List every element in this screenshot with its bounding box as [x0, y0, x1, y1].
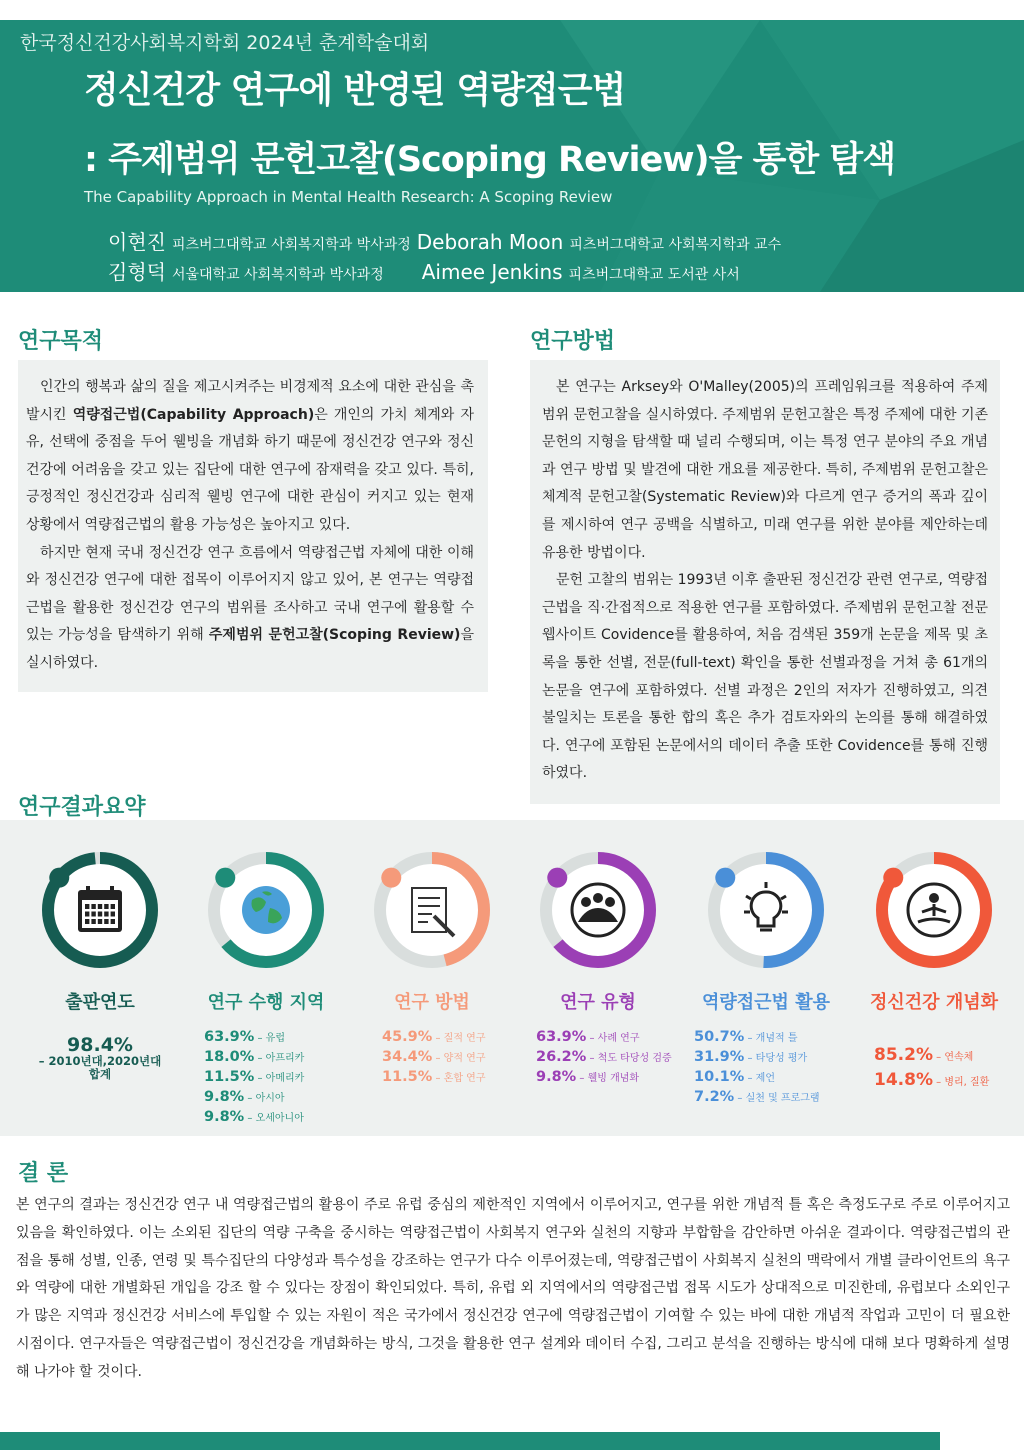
stat-row: [694, 1068, 820, 1088]
stat-note: – 2010년대,2020년대: [38, 1054, 162, 1068]
stat-value: 34.4%: [382, 1049, 433, 1065]
result-label: 역량접근법 활용: [702, 992, 830, 1013]
stat-row: [874, 1044, 989, 1069]
result-label: 정신건강 개념화: [870, 992, 998, 1013]
conclusion-heading: 결 론: [18, 1161, 69, 1186]
meditation-icon: [908, 884, 960, 936]
stat-row: [204, 1048, 304, 1068]
author-name: 김형덕: [108, 260, 166, 284]
method-box: [530, 360, 1000, 804]
stat-label: – 연속체: [932, 1052, 974, 1063]
stat-row: [382, 1048, 486, 1068]
stat-label: – 양적 연구: [432, 1053, 486, 1064]
stat-label: – 아시아: [244, 1093, 285, 1104]
author-row: [108, 256, 740, 285]
stat-row: [694, 1088, 820, 1108]
stat-label: – 실천 및 프로그램: [734, 1093, 820, 1104]
ring-dot: [715, 868, 735, 888]
result-label: 연구 수행 지역: [207, 992, 325, 1013]
conclusion-text: 본 연구의 결과는 정신건강 연구 내 역량접근법의 활용이 주로 유럽 중심의 제한적인 지역에서 이루어지고, 연구를 위한 개념적 틀 혹은 측정도구로 주로 이루어지고 있음을 확인하였다. 이는 소외된 집단의 역량 구축을 중시하는 역량접근법이 사회복지 연구와 실천의 지향과 부합함을 감안하면 아쉬운 결과이다. 역량접근법의 관점을 통해 성별, 인종, 연령 및 특수집단의 다양성과 특수성을 강조하는 연구가 다수 이루어졌는데, 역량접근법이 사회복지 실천의 맥락에서 개별 클라이언트의 욕구와 역량에 대한 개별화된 개입을 강조 할 수 있다는 장점이 확인되었다. 특히, 유럽 외 지역에서의 역량접근법 접목 시도가 상대적으로 미진한데, 유럽보다 소외인구가 많은 지역과 정신건강 서비스에 투입할 수 있는 자원이 적은 국가에서 정신건강 연구에 역량접근법이 기여할 수 있는 바에 대한 개념적 작업과 고민이 더 필요한 시점이다. 연구자들은 역량접근법이 정신건강을 개념화하는 방식, 그것을 활용한 연구 설계와 데이터 수집, 그리고 분석을 진행하는 방식에 대해 보다 명확하게 설명해 나가야 할 것이다.: [16, 1197, 1010, 1380]
result-ring: [536, 848, 660, 972]
result-label: 연구 방법: [394, 992, 470, 1013]
result-label: 연구 유형: [560, 992, 636, 1013]
purpose-paragraph: [26, 374, 474, 540]
stat-row: [874, 1069, 989, 1094]
stat-label: – 웰빙 개념화: [576, 1073, 640, 1084]
stat-label: – 아프리카: [254, 1053, 305, 1064]
stat-label: – 병리, 질환: [932, 1077, 990, 1088]
result-ring: [38, 848, 162, 972]
stat-value: 9.8%: [204, 1109, 245, 1125]
stat-value: 63.9%: [204, 1029, 255, 1045]
stat-label: – 유럽: [254, 1033, 285, 1044]
text-span: 을 실시하였다.: [26, 627, 474, 671]
footer-bar: [0, 1432, 940, 1450]
stat-note: 합계: [88, 1067, 112, 1081]
stat-row: [536, 1048, 672, 1068]
globe-icon: [242, 886, 290, 934]
stat-value: 45.9%: [382, 1029, 433, 1045]
stat-value: 31.9%: [694, 1049, 745, 1065]
poster-subtitle: The Capability Approach in Mental Health Research: A Scoping Review: [84, 188, 613, 206]
result-column: [854, 848, 1014, 972]
purpose-paragraph: [26, 540, 474, 678]
ring-dot: [381, 868, 401, 888]
author-affiliation: 피츠버그대학교 사회복지학과 교수: [569, 237, 782, 253]
result-ring: [872, 848, 996, 972]
stat-row: [694, 1048, 820, 1068]
ring-dot: [215, 868, 235, 888]
emphasis-text: 역량접근법(Capability Approach): [72, 406, 315, 423]
stat-value: 10.1%: [694, 1069, 745, 1085]
stat-value: 26.2%: [536, 1049, 587, 1065]
author-row: [108, 226, 781, 255]
stat-row: [694, 1028, 820, 1048]
stat-value: 98.4%: [67, 1034, 133, 1056]
result-stats: [536, 1028, 672, 1088]
text-span: 인간의 행복과 삶의 질을 제고시켜주는 비경제적 요소에 대한 관심을 촉발시킨: [26, 379, 474, 423]
result-stats: [382, 1028, 486, 1088]
text-span: 하지만 현재 국내 정신건강 연구 흐름에서 역량접근법 자체에 대한 이해와 정신건강 연구에 대한 접목이 이루어지지 않고 있어, 본 연구는 역량접근법을 활용한 정신건강 연구의 범위를 조사하고 국내 연구에 활용할 수 있는 가능성을 탐색하기 위해: [26, 544, 474, 644]
stat-row: [204, 1108, 304, 1128]
purpose-heading: 연구목적: [18, 329, 104, 354]
result-column: [186, 848, 346, 972]
author-name: 이현진: [108, 230, 166, 254]
group-icon: [572, 884, 624, 936]
stat-label: – 타당성 평가: [744, 1053, 808, 1064]
author-affiliation: 서울대학교 사회복지학과 박사과정: [171, 267, 384, 283]
conference-name: 한국정신건강사회복지학회 2024년 춘계학술대회: [20, 32, 430, 54]
stat-label: – 척도 타당성 검증: [586, 1053, 672, 1064]
stat-label: – 개념적 틀: [744, 1033, 798, 1044]
stat-label: – 아메리카: [254, 1073, 305, 1084]
stat-label: – 제언: [744, 1073, 775, 1084]
stat-row: [536, 1068, 672, 1088]
stat-value: 9.8%: [536, 1069, 577, 1085]
ring-dot: [49, 868, 69, 888]
result-ring: [370, 848, 494, 972]
stat-value: 9.8%: [204, 1089, 245, 1105]
poster-title-line1: 정신건강 연구에 반영된 역량접근법: [84, 70, 626, 111]
ring-dot: [883, 868, 903, 888]
result-stats: [874, 1044, 989, 1094]
author-name: Aimee Jenkins: [421, 260, 563, 284]
stat-row: [204, 1068, 304, 1088]
stat-row: [382, 1028, 486, 1048]
result-stats: [694, 1028, 820, 1108]
stat-row: [204, 1028, 304, 1048]
result-label: 출판연도: [65, 992, 135, 1013]
result-ring: [204, 848, 328, 972]
stat-label: – 사례 연구: [586, 1033, 640, 1044]
text-span: 은 개인의 가치 체계와 자유, 선택에 중점을 두어 웰빙을 개념화 하기 때문에 정신건강 연구와 정신건강에 어려움을 갖고 있는 집단에 대한 연구에 잠재력을 갖고 있다. 특히, 긍정적인 정신건강과 심리적 웰빙 연구에 대한 관심이 커지고 있는 현재 상황에서 역량접근법의 활용 가능성은 높아지고 있다.: [26, 406, 474, 533]
result-ring: [704, 848, 828, 972]
results-heading: 연구결과요약: [18, 795, 146, 820]
stat-row: [204, 1088, 304, 1108]
stat-value: 7.2%: [694, 1089, 735, 1105]
emphasis-text: 주제범위 문헌고찰(Scoping Review): [208, 627, 461, 644]
stat-value: 50.7%: [694, 1029, 745, 1045]
stat-value: 18.0%: [204, 1049, 255, 1065]
stat-row: [536, 1028, 672, 1048]
method-paragraph: 문헌 고찰의 범위는 1993년 이후 출판된 정신건강 관련 연구로, 역량접근법을 직·간접적으로 적용한 연구를 포함하였다. 주제범위 문헌고찰 전문 웹사이트 Covidence를 활용하여, 처음 검색된 359개 논문을 제목 및 초록을 통한 선별, 전문(full-text) 확인을 통한 선별과정을 거쳐 총 61개의 논문을 연구에 포함하였다. 선별 과정은 2인의 저자가 진행하였고, 의견 불일치는 토론을 통한 합의 혹은 추가 검토자와의 논의를 통해 해결하였다. 연구에 포함된 논문에서의 데이터 추출 또한 Covidence를 통해 진행하였다.: [542, 572, 988, 782]
result-column: [518, 848, 678, 972]
author-affiliation: 피츠버그대학교 도서관 사서: [568, 267, 740, 283]
method-heading: 연구방법: [530, 329, 616, 354]
stat-row: [382, 1068, 486, 1088]
poster-header: [0, 20, 1024, 292]
stat-value: 85.2%: [874, 1045, 933, 1065]
ring-dot: [547, 868, 567, 888]
stat-label: – 질적 연구: [432, 1033, 486, 1044]
result-column: [686, 848, 846, 972]
author-affiliation: 피츠버그대학교 사회복지학과 박사과정: [171, 237, 411, 253]
poster-title-line2: : 주제범위 문헌고찰(Scoping Review)을 통한 탐색: [84, 140, 896, 180]
purpose-box: [18, 360, 488, 692]
stat-label: – 혼합 연구: [432, 1073, 486, 1084]
stat-value: 11.5%: [204, 1069, 255, 1085]
stat-value: 14.8%: [874, 1070, 933, 1090]
result-stats: [204, 1028, 304, 1128]
result-stats: [20, 1036, 180, 1081]
stat-label: – 오세아니아: [244, 1113, 304, 1124]
method-paragraph: 본 연구는 Arksey와 O'Malley(2005)의 프레임워크를 적용하여 주제범위 문헌고찰을 실시하였다. 주제범위 문헌고찰은 특정 주제에 대한 기존 문헌의 지형을 탐색할 때 널리 수행되며, 이는 특정 연구 분야의 주요 개념과 연구 방법 및 발견에 대한 개요를 제공한다. 특히, 주제범위 문헌고찰은 체계적 문헌고찰(Systematic Review)와 다르게 연구 증거의 폭과 깊이를 제시하여 연구 공백을 식별하고, 미래 연구를 위한 분야를 제안하는데 유용한 방법이다.: [542, 379, 988, 561]
result-column: [20, 848, 180, 972]
stat-value: 11.5%: [382, 1069, 433, 1085]
calendar-icon: [78, 886, 122, 932]
result-column: [352, 848, 512, 972]
stat-value: 63.9%: [536, 1029, 587, 1045]
author-name: Deborah Moon: [416, 230, 564, 254]
